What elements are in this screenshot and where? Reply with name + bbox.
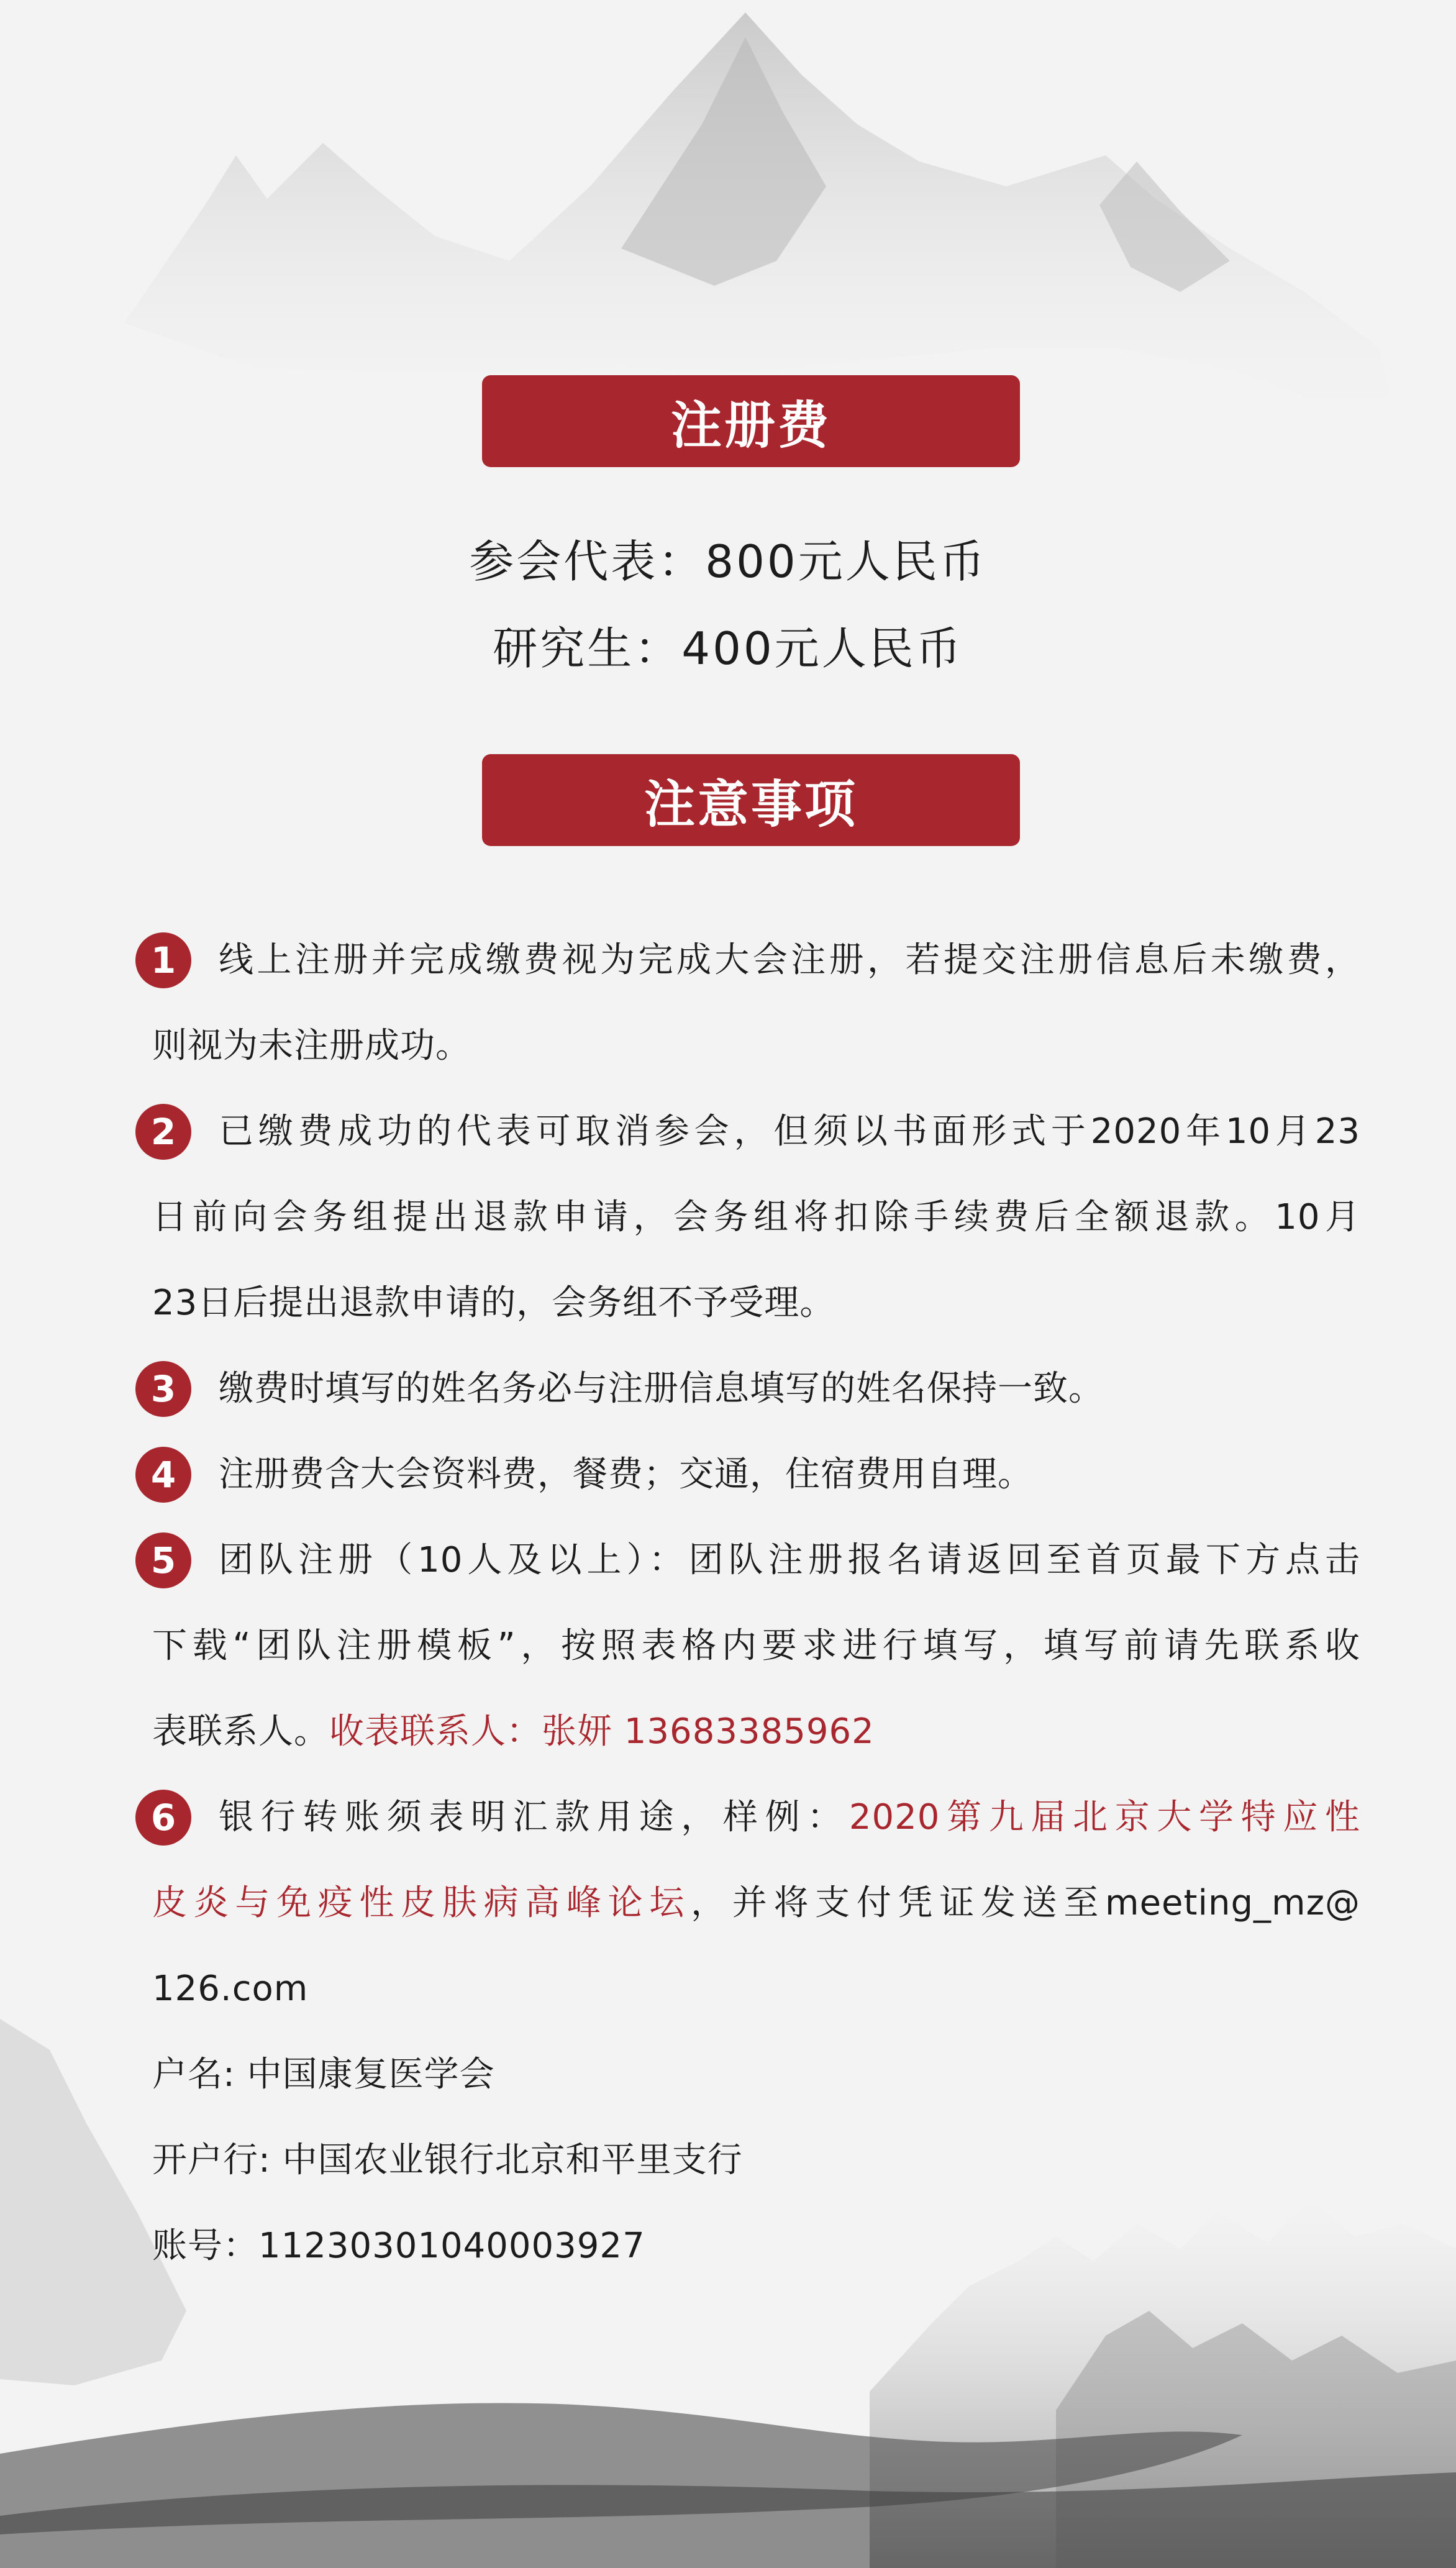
- email-domain: 126.com: [152, 1969, 309, 2009]
- item-number-badge: 2: [135, 1104, 191, 1160]
- item-number-badge: 3: [135, 1361, 191, 1417]
- notice-text-line: [152, 1707, 1360, 1757]
- fee-line-delegate: 参会代表：800元人民币: [469, 535, 987, 588]
- notice-text-prefix: 表联系人。: [152, 1711, 329, 1752]
- payment-purpose-example: 2020第九届北京大学特应性: [849, 1797, 1361, 1837]
- item-number-badge: 6: [135, 1790, 191, 1846]
- notice-text-line: 团队注册（10人及以上）：团队注册报名请返回至首页最下方点击: [219, 1540, 1360, 1580]
- registration-fee-heading: 注册费: [482, 375, 1020, 467]
- item-number-badge: 4: [135, 1447, 191, 1503]
- notice-text-line: [219, 1793, 1360, 1842]
- notice-text-line: 线上注册并完成缴费视为完成大会注册，若提交注册信息后未缴费，: [219, 940, 1360, 980]
- notice-text-line: 23日后提出退款申请的，会务组不予受理。: [152, 1283, 835, 1323]
- payment-purpose-example: 皮炎与免疫性皮肤病高峰论坛: [152, 1883, 691, 1923]
- item-number-badge: 1: [135, 932, 191, 988]
- item-number-badge: 5: [135, 1532, 191, 1588]
- notice-text-line: [152, 1878, 1360, 1928]
- notice-heading: 注意事项: [482, 754, 1020, 846]
- notice-text-line: 缴费时填写的姓名务必与注册信息填写的姓名保持一致。: [219, 1368, 1104, 1409]
- notice-text-line: 注册费含大会资料费，餐费；交通，住宿费用自理。: [219, 1454, 1033, 1495]
- bank-name: 开户行: 中国农业银行北京和平里支行: [152, 2140, 743, 2180]
- notice-text-line: 则视为未注册成功。: [152, 1026, 471, 1066]
- bank-account-name: 户名: 中国康复医学会: [152, 2054, 495, 2095]
- notice-text-line: 日前向会务组提出退款申请，会务组将扣除手续费后全额退款。10月: [152, 1197, 1360, 1237]
- contact-person: 收表联系人：张妍 13683385962: [329, 1711, 875, 1752]
- notice-text-suffix: ，并将支付凭证发送至meeting_mz@: [691, 1883, 1360, 1923]
- notice-text-line: 已缴费成功的代表可取消参会，但须以书面形式于2020年10月23: [219, 1111, 1360, 1152]
- bank-account-number: 账号：11230301040003927: [152, 2226, 645, 2266]
- notice-text-prefix: 银行转账须表明汇款用途，样例：: [219, 1797, 849, 1837]
- fee-line-student: 研究生：400元人民币: [493, 622, 963, 675]
- notice-text-line: 下载“团队注册模板”，按照表格内要求进行填写，填写前请先联系收: [152, 1626, 1360, 1666]
